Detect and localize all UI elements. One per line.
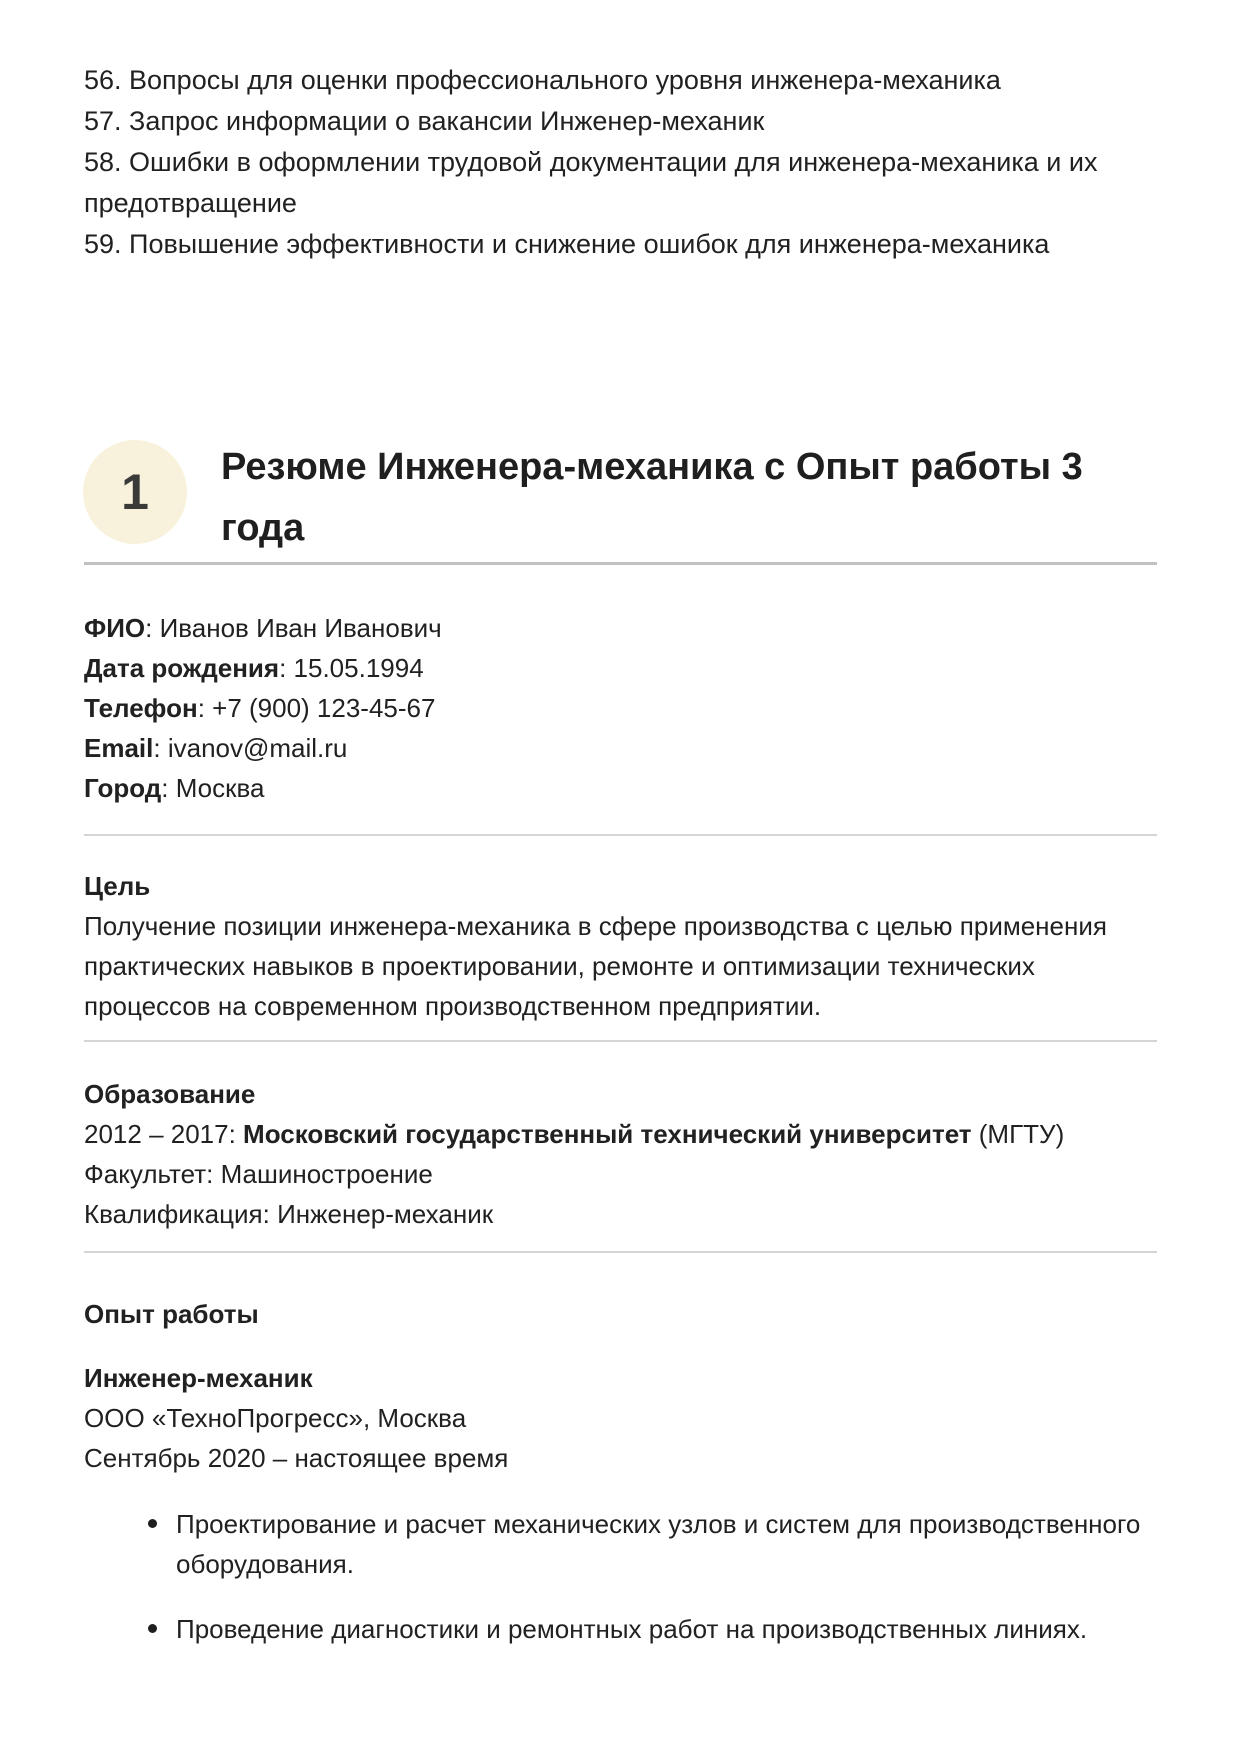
section-title: Резюме Инженера-механика с Опыт работы 3 года <box>221 446 1083 549</box>
job-duty-item: Проведение диагностики и ремонтных работ на производственных линиях. <box>148 1609 1157 1649</box>
experience-heading: Опыт работы <box>84 1299 259 1329</box>
field-value: 15.05.1994 <box>293 653 424 683</box>
list-item: 57. Запрос информации о вакансии Инженер-механик <box>84 106 765 136</box>
section-divider <box>84 834 1157 836</box>
field-value: ivanov@mail.ru <box>167 733 348 763</box>
title-divider <box>84 562 1157 565</box>
job-title: Инженер-механик <box>84 1363 313 1393</box>
label-separator: : <box>161 773 176 803</box>
education-university-line <box>84 1114 1157 1154</box>
info-line-email <box>84 728 1157 768</box>
education-heading: Образование <box>84 1079 256 1109</box>
field-value: +7 (900) 123-45-67 <box>212 693 436 723</box>
job-company: ООО «ТехноПрогресс», Москва <box>84 1403 467 1433</box>
label-separator: : <box>279 653 294 683</box>
job-duties-list <box>84 1504 1157 1649</box>
objective-section <box>84 866 1157 1026</box>
info-line-birthdate <box>84 648 1157 688</box>
list-item: 58. Ошибки в оформлении трудовой документации для инженера-механика и их предотвращение <box>84 147 1098 218</box>
field-label: ФИО <box>84 613 146 643</box>
job-duty-item: Проектирование и расчет механических узлов и систем для производственного оборудования. <box>148 1504 1157 1584</box>
field-label: Телефон <box>84 693 198 723</box>
section-number-badge: 1 <box>83 440 187 544</box>
info-line-city <box>84 768 1157 808</box>
education-period: 2012 – 2017: <box>84 1119 244 1149</box>
education-faculty-line: Факультет: Машиностроение <box>84 1159 433 1189</box>
field-label: Email <box>84 733 154 763</box>
section-divider <box>84 1251 1157 1253</box>
label-separator: : <box>197 693 213 723</box>
label-separator: : <box>153 733 168 763</box>
info-line-fio <box>84 608 1157 648</box>
field-label: Дата рождения <box>84 653 280 683</box>
objective-heading: Цель <box>84 871 151 901</box>
section-header <box>84 440 1157 559</box>
job-period: Сентябрь 2020 – настоящее время <box>84 1443 509 1473</box>
info-line-phone <box>84 688 1157 728</box>
label-separator: : <box>145 613 160 643</box>
education-section <box>84 1074 1157 1234</box>
objective-text: Получение позиции инженера-механика в сфере производства с целью применения практических навыков в проектировании, ремонте и оптимизации технических процессов на современном производственном предприятии. <box>84 911 1107 1021</box>
experience-section <box>84 1294 1157 1649</box>
numbered-topic-list <box>84 60 1157 265</box>
field-label: Город <box>84 773 162 803</box>
list-item: 59. Повышение эффективности и снижение ошибок для инженера-механика <box>84 229 1050 259</box>
education-qualification-line: Квалификация: Инженер-механик <box>84 1199 494 1229</box>
list-item: 56. Вопросы для оценки профессионального уровня инженера-механика <box>84 65 1001 95</box>
personal-info <box>84 608 1157 808</box>
job-entry <box>84 1358 1157 1649</box>
section-divider <box>84 1040 1157 1042</box>
education-university: Московский государственный технический университет <box>243 1119 972 1149</box>
education-university-abbr: (МГТУ) <box>971 1119 1065 1149</box>
field-value: Москва <box>175 773 265 803</box>
field-value: Иванов Иван Иванович <box>159 613 442 643</box>
